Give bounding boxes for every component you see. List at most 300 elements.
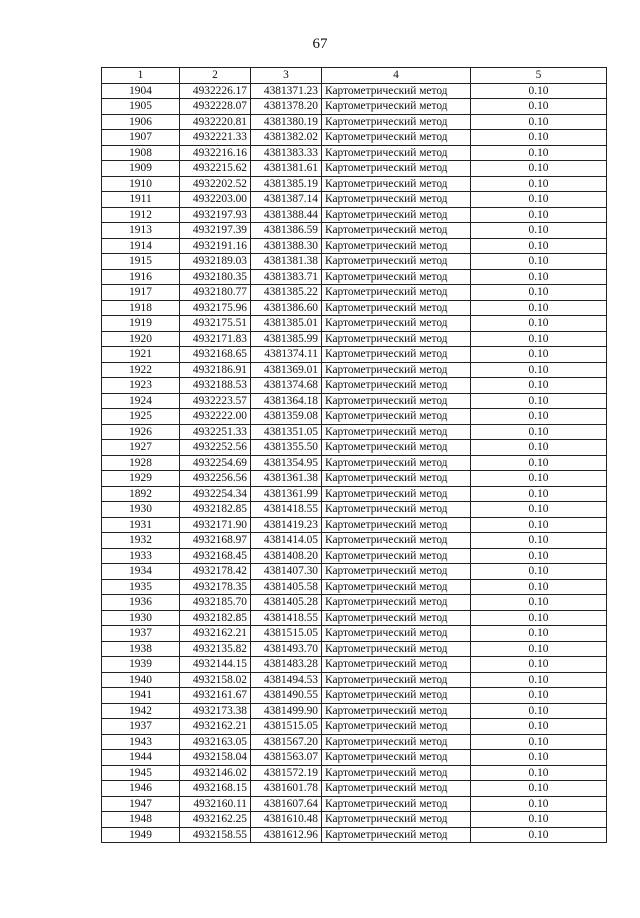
y-coordinate-cell: 4381387.14 <box>251 192 322 208</box>
accuracy-cell: 0.10 <box>471 114 607 130</box>
accuracy-cell: 0.10 <box>471 486 607 502</box>
accuracy-cell: 0.10 <box>471 812 607 828</box>
point-number-cell: 1912 <box>102 207 180 223</box>
table-row <box>102 285 607 301</box>
method-cell: Картометрический метод <box>322 99 471 115</box>
x-coordinate-cell: 4932216.16 <box>180 145 251 161</box>
table-row <box>102 145 607 161</box>
accuracy-cell: 0.10 <box>471 734 607 750</box>
method-cell: Картометрический метод <box>322 719 471 735</box>
x-coordinate-cell: 4932158.55 <box>180 827 251 843</box>
point-number-cell: 1944 <box>102 750 180 766</box>
accuracy-cell: 0.10 <box>471 672 607 688</box>
table-row <box>102 254 607 270</box>
x-coordinate-cell: 4932185.70 <box>180 595 251 611</box>
accuracy-cell: 0.10 <box>471 192 607 208</box>
method-cell: Картометрический метод <box>322 393 471 409</box>
accuracy-cell: 0.10 <box>471 176 607 192</box>
y-coordinate-cell: 4381499.90 <box>251 703 322 719</box>
x-coordinate-cell: 4932168.97 <box>180 533 251 549</box>
x-coordinate-cell: 4932180.35 <box>180 269 251 285</box>
accuracy-cell: 0.10 <box>471 688 607 704</box>
table-row <box>102 393 607 409</box>
point-number-cell: 1934 <box>102 564 180 580</box>
x-coordinate-cell: 4932254.69 <box>180 455 251 471</box>
y-coordinate-cell: 4381383.33 <box>251 145 322 161</box>
accuracy-cell: 0.10 <box>471 145 607 161</box>
point-number-cell: 1931 <box>102 517 180 533</box>
table-row <box>102 409 607 425</box>
y-coordinate-cell: 4381378.20 <box>251 99 322 115</box>
method-cell: Картометрический метод <box>322 331 471 347</box>
method-cell: Картометрический метод <box>322 734 471 750</box>
y-coordinate-cell: 4381381.61 <box>251 161 322 177</box>
y-coordinate-cell: 4381385.22 <box>251 285 322 301</box>
table-row <box>102 440 607 456</box>
table-row <box>102 223 607 239</box>
y-coordinate-cell: 4381572.19 <box>251 765 322 781</box>
x-coordinate-cell: 4932158.02 <box>180 672 251 688</box>
header-row <box>102 68 607 84</box>
table-row <box>102 579 607 595</box>
accuracy-cell: 0.10 <box>471 362 607 378</box>
accuracy-cell: 0.10 <box>471 827 607 843</box>
table-row <box>102 734 607 750</box>
method-cell: Картометрический метод <box>322 130 471 146</box>
point-number-cell: 1938 <box>102 641 180 657</box>
point-number-cell: 1935 <box>102 579 180 595</box>
point-number-cell: 1949 <box>102 827 180 843</box>
y-coordinate-cell: 4381405.58 <box>251 579 322 595</box>
table-row <box>102 812 607 828</box>
method-cell: Картометрический метод <box>322 207 471 223</box>
header-col-3: 3 <box>251 68 322 84</box>
point-number-cell: 1942 <box>102 703 180 719</box>
x-coordinate-cell: 4932197.93 <box>180 207 251 223</box>
table-row <box>102 130 607 146</box>
x-coordinate-cell: 4932222.00 <box>180 409 251 425</box>
table-row <box>102 114 607 130</box>
table-row <box>102 362 607 378</box>
accuracy-cell: 0.10 <box>471 579 607 595</box>
x-coordinate-cell: 4932203.00 <box>180 192 251 208</box>
y-coordinate-cell: 4381385.01 <box>251 316 322 332</box>
point-number-cell: 1937 <box>102 626 180 642</box>
y-coordinate-cell: 4381483.28 <box>251 657 322 673</box>
table-row <box>102 626 607 642</box>
method-cell: Картометрический метод <box>322 517 471 533</box>
method-cell: Картометрический метод <box>322 424 471 440</box>
y-coordinate-cell: 4381355.50 <box>251 440 322 456</box>
method-cell: Картометрический метод <box>322 114 471 130</box>
x-coordinate-cell: 4932171.90 <box>180 517 251 533</box>
table-row <box>102 455 607 471</box>
y-coordinate-cell: 4381607.64 <box>251 796 322 812</box>
y-coordinate-cell: 4381388.44 <box>251 207 322 223</box>
table-row <box>102 564 607 580</box>
point-number-cell: 1924 <box>102 393 180 409</box>
accuracy-cell: 0.10 <box>471 316 607 332</box>
x-coordinate-cell: 4932226.17 <box>180 83 251 99</box>
method-cell: Картометрический метод <box>322 579 471 595</box>
method-cell: Картометрический метод <box>322 765 471 781</box>
table-row <box>102 331 607 347</box>
accuracy-cell: 0.10 <box>471 269 607 285</box>
point-number-cell: 1937 <box>102 719 180 735</box>
table-row <box>102 688 607 704</box>
point-number-cell: 1940 <box>102 672 180 688</box>
point-number-cell: 1947 <box>102 796 180 812</box>
y-coordinate-cell: 4381385.99 <box>251 331 322 347</box>
accuracy-cell: 0.10 <box>471 781 607 797</box>
accuracy-cell: 0.10 <box>471 455 607 471</box>
accuracy-cell: 0.10 <box>471 83 607 99</box>
point-number-cell: 1927 <box>102 440 180 456</box>
method-cell: Картометрический метод <box>322 703 471 719</box>
y-coordinate-cell: 4381515.05 <box>251 626 322 642</box>
table-row <box>102 502 607 518</box>
y-coordinate-cell: 4381610.48 <box>251 812 322 828</box>
accuracy-cell: 0.10 <box>471 161 607 177</box>
point-number-cell: 1909 <box>102 161 180 177</box>
y-coordinate-cell: 4381374.68 <box>251 378 322 394</box>
method-cell: Картометрический метод <box>322 641 471 657</box>
method-cell: Картометрический метод <box>322 176 471 192</box>
accuracy-cell: 0.10 <box>471 440 607 456</box>
accuracy-cell: 0.10 <box>471 703 607 719</box>
accuracy-cell: 0.10 <box>471 130 607 146</box>
y-coordinate-cell: 4381408.20 <box>251 548 322 564</box>
accuracy-cell: 0.10 <box>471 471 607 487</box>
point-number-cell: 1915 <box>102 254 180 270</box>
point-number-cell: 1933 <box>102 548 180 564</box>
table-row <box>102 533 607 549</box>
y-coordinate-cell: 4381515.05 <box>251 719 322 735</box>
table-row <box>102 548 607 564</box>
x-coordinate-cell: 4932182.85 <box>180 610 251 626</box>
header-col-5: 5 <box>471 68 607 84</box>
table-row <box>102 161 607 177</box>
method-cell: Картометрический метод <box>322 83 471 99</box>
point-number-cell: 1925 <box>102 409 180 425</box>
header-col-2: 2 <box>180 68 251 84</box>
accuracy-cell: 0.10 <box>471 610 607 626</box>
table-row <box>102 300 607 316</box>
y-coordinate-cell: 4381386.60 <box>251 300 322 316</box>
method-cell: Картометрический метод <box>322 610 471 626</box>
method-cell: Картометрический метод <box>322 657 471 673</box>
point-number-cell: 1908 <box>102 145 180 161</box>
x-coordinate-cell: 4932175.96 <box>180 300 251 316</box>
y-coordinate-cell: 4381612.96 <box>251 827 322 843</box>
accuracy-cell: 0.10 <box>471 393 607 409</box>
method-cell: Картометрический метод <box>322 796 471 812</box>
y-coordinate-cell: 4381351.05 <box>251 424 322 440</box>
x-coordinate-cell: 4932202.52 <box>180 176 251 192</box>
method-cell: Картометрический метод <box>322 750 471 766</box>
table-row <box>102 517 607 533</box>
point-number-cell: 1904 <box>102 83 180 99</box>
method-cell: Картометрический метод <box>322 595 471 611</box>
x-coordinate-cell: 4932256.56 <box>180 471 251 487</box>
x-coordinate-cell: 4932228.07 <box>180 99 251 115</box>
y-coordinate-cell: 4381414.05 <box>251 533 322 549</box>
y-coordinate-cell: 4381418.55 <box>251 502 322 518</box>
accuracy-cell: 0.10 <box>471 517 607 533</box>
y-coordinate-cell: 4381567.20 <box>251 734 322 750</box>
point-number-cell: 1929 <box>102 471 180 487</box>
accuracy-cell: 0.10 <box>471 796 607 812</box>
accuracy-cell: 0.10 <box>471 99 607 115</box>
x-coordinate-cell: 4932254.34 <box>180 486 251 502</box>
x-coordinate-cell: 4932168.45 <box>180 548 251 564</box>
x-coordinate-cell: 4932178.35 <box>180 579 251 595</box>
accuracy-cell: 0.10 <box>471 424 607 440</box>
point-number-cell: 1941 <box>102 688 180 704</box>
table-row <box>102 750 607 766</box>
table-row <box>102 796 607 812</box>
accuracy-cell: 0.10 <box>471 548 607 564</box>
point-number-cell: 1917 <box>102 285 180 301</box>
table-row <box>102 471 607 487</box>
y-coordinate-cell: 4381388.30 <box>251 238 322 254</box>
y-coordinate-cell: 4381494.53 <box>251 672 322 688</box>
point-number-cell: 1926 <box>102 424 180 440</box>
point-number-cell: 1939 <box>102 657 180 673</box>
x-coordinate-cell: 4932221.33 <box>180 130 251 146</box>
point-number-cell: 1919 <box>102 316 180 332</box>
table-row <box>102 703 607 719</box>
x-coordinate-cell: 4932220.81 <box>180 114 251 130</box>
point-number-cell: 1928 <box>102 455 180 471</box>
table-row <box>102 719 607 735</box>
header-col-1: 1 <box>102 68 180 84</box>
method-cell: Картометрический метод <box>322 471 471 487</box>
method-cell: Картометрический метод <box>322 238 471 254</box>
x-coordinate-cell: 4932146.02 <box>180 765 251 781</box>
x-coordinate-cell: 4932182.85 <box>180 502 251 518</box>
x-coordinate-cell: 4932161.67 <box>180 688 251 704</box>
table-body <box>102 83 607 843</box>
method-cell: Картометрический метод <box>322 145 471 161</box>
x-coordinate-cell: 4932180.77 <box>180 285 251 301</box>
y-coordinate-cell: 4381493.70 <box>251 641 322 657</box>
method-cell: Картометрический метод <box>322 347 471 363</box>
point-number-cell: 1910 <box>102 176 180 192</box>
point-number-cell: 1913 <box>102 223 180 239</box>
table-row <box>102 827 607 843</box>
point-number-cell: 1905 <box>102 99 180 115</box>
x-coordinate-cell: 4932163.05 <box>180 734 251 750</box>
x-coordinate-cell: 4932162.25 <box>180 812 251 828</box>
x-coordinate-cell: 4932189.03 <box>180 254 251 270</box>
accuracy-cell: 0.10 <box>471 378 607 394</box>
method-cell: Картометрический метод <box>322 455 471 471</box>
accuracy-cell: 0.10 <box>471 331 607 347</box>
point-number-cell: 1946 <box>102 781 180 797</box>
table-row <box>102 610 607 626</box>
point-number-cell: 1930 <box>102 610 180 626</box>
accuracy-cell: 0.10 <box>471 564 607 580</box>
y-coordinate-cell: 4381361.99 <box>251 486 322 502</box>
x-coordinate-cell: 4932135.82 <box>180 641 251 657</box>
y-coordinate-cell: 4381418.55 <box>251 610 322 626</box>
accuracy-cell: 0.10 <box>471 765 607 781</box>
y-coordinate-cell: 4381354.95 <box>251 455 322 471</box>
method-cell: Картометрический метод <box>322 409 471 425</box>
point-number-cell: 1921 <box>102 347 180 363</box>
accuracy-cell: 0.10 <box>471 300 607 316</box>
method-cell: Картометрический метод <box>322 440 471 456</box>
accuracy-cell: 0.10 <box>471 502 607 518</box>
table-row <box>102 192 607 208</box>
method-cell: Картометрический метод <box>322 192 471 208</box>
accuracy-cell: 0.10 <box>471 750 607 766</box>
table-row <box>102 781 607 797</box>
method-cell: Картометрический метод <box>322 223 471 239</box>
x-coordinate-cell: 4932168.65 <box>180 347 251 363</box>
y-coordinate-cell: 4381405.28 <box>251 595 322 611</box>
x-coordinate-cell: 4932191.16 <box>180 238 251 254</box>
accuracy-cell: 0.10 <box>471 595 607 611</box>
point-number-cell: 1945 <box>102 765 180 781</box>
point-number-cell: 1892 <box>102 486 180 502</box>
point-number-cell: 1920 <box>102 331 180 347</box>
accuracy-cell: 0.10 <box>471 719 607 735</box>
method-cell: Картометрический метод <box>322 269 471 285</box>
method-cell: Картометрический метод <box>322 285 471 301</box>
method-cell: Картометрический метод <box>322 378 471 394</box>
accuracy-cell: 0.10 <box>471 657 607 673</box>
accuracy-cell: 0.10 <box>471 254 607 270</box>
x-coordinate-cell: 4932197.39 <box>180 223 251 239</box>
y-coordinate-cell: 4381490.55 <box>251 688 322 704</box>
x-coordinate-cell: 4932186.91 <box>180 362 251 378</box>
x-coordinate-cell: 4932223.57 <box>180 393 251 409</box>
table-row <box>102 83 607 99</box>
y-coordinate-cell: 4381369.01 <box>251 362 322 378</box>
point-number-cell: 1914 <box>102 238 180 254</box>
y-coordinate-cell: 4381383.71 <box>251 269 322 285</box>
page-number: 67 <box>312 36 328 52</box>
method-cell: Картометрический метод <box>322 548 471 564</box>
x-coordinate-cell: 4932173.38 <box>180 703 251 719</box>
method-cell: Картометрический метод <box>322 812 471 828</box>
y-coordinate-cell: 4381386.59 <box>251 223 322 239</box>
x-coordinate-cell: 4932158.04 <box>180 750 251 766</box>
table-row <box>102 238 607 254</box>
method-cell: Картометрический метод <box>322 533 471 549</box>
table-row <box>102 657 607 673</box>
y-coordinate-cell: 4381371.23 <box>251 83 322 99</box>
table-row <box>102 207 607 223</box>
y-coordinate-cell: 4381381.38 <box>251 254 322 270</box>
table-row <box>102 176 607 192</box>
method-cell: Картометрический метод <box>322 564 471 580</box>
x-coordinate-cell: 4932160.11 <box>180 796 251 812</box>
y-coordinate-cell: 4381364.18 <box>251 393 322 409</box>
header-col-4: 4 <box>322 68 471 84</box>
x-coordinate-cell: 4932162.21 <box>180 719 251 735</box>
accuracy-cell: 0.10 <box>471 207 607 223</box>
accuracy-cell: 0.10 <box>471 409 607 425</box>
table-row <box>102 595 607 611</box>
method-cell: Картометрический метод <box>322 781 471 797</box>
method-cell: Картометрический метод <box>322 316 471 332</box>
method-cell: Картометрический метод <box>322 254 471 270</box>
x-coordinate-cell: 4932215.62 <box>180 161 251 177</box>
point-number-cell: 1916 <box>102 269 180 285</box>
method-cell: Картометрический метод <box>322 502 471 518</box>
accuracy-cell: 0.10 <box>471 533 607 549</box>
method-cell: Картометрический метод <box>322 161 471 177</box>
table-row <box>102 347 607 363</box>
point-number-cell: 1911 <box>102 192 180 208</box>
y-coordinate-cell: 4381374.11 <box>251 347 322 363</box>
coordinates-table <box>101 67 607 843</box>
y-coordinate-cell: 4381361.38 <box>251 471 322 487</box>
y-coordinate-cell: 4381380.19 <box>251 114 322 130</box>
accuracy-cell: 0.10 <box>471 223 607 239</box>
y-coordinate-cell: 4381359.08 <box>251 409 322 425</box>
point-number-cell: 1922 <box>102 362 180 378</box>
accuracy-cell: 0.10 <box>471 347 607 363</box>
table-row <box>102 269 607 285</box>
table-row <box>102 424 607 440</box>
point-number-cell: 1907 <box>102 130 180 146</box>
x-coordinate-cell: 4932178.42 <box>180 564 251 580</box>
point-number-cell: 1930 <box>102 502 180 518</box>
x-coordinate-cell: 4932171.83 <box>180 331 251 347</box>
method-cell: Картометрический метод <box>322 300 471 316</box>
method-cell: Картометрический метод <box>322 626 471 642</box>
table-row <box>102 316 607 332</box>
table-row <box>102 672 607 688</box>
x-coordinate-cell: 4932168.15 <box>180 781 251 797</box>
x-coordinate-cell: 4932251.33 <box>180 424 251 440</box>
point-number-cell: 1936 <box>102 595 180 611</box>
accuracy-cell: 0.10 <box>471 285 607 301</box>
y-coordinate-cell: 4381382.02 <box>251 130 322 146</box>
table-header <box>102 68 607 84</box>
method-cell: Картометрический метод <box>322 672 471 688</box>
table-row <box>102 486 607 502</box>
y-coordinate-cell: 4381385.19 <box>251 176 322 192</box>
point-number-cell: 1943 <box>102 734 180 750</box>
x-coordinate-cell: 4932188.53 <box>180 378 251 394</box>
table-row <box>102 765 607 781</box>
method-cell: Картометрический метод <box>322 827 471 843</box>
x-coordinate-cell: 4932175.51 <box>180 316 251 332</box>
point-number-cell: 1906 <box>102 114 180 130</box>
point-number-cell: 1948 <box>102 812 180 828</box>
y-coordinate-cell: 4381419.23 <box>251 517 322 533</box>
method-cell: Картометрический метод <box>322 486 471 502</box>
accuracy-cell: 0.10 <box>471 238 607 254</box>
table-row <box>102 641 607 657</box>
y-coordinate-cell: 4381601.78 <box>251 781 322 797</box>
y-coordinate-cell: 4381407.30 <box>251 564 322 580</box>
x-coordinate-cell: 4932162.21 <box>180 626 251 642</box>
accuracy-cell: 0.10 <box>471 626 607 642</box>
x-coordinate-cell: 4932144.15 <box>180 657 251 673</box>
x-coordinate-cell: 4932252.56 <box>180 440 251 456</box>
point-number-cell: 1932 <box>102 533 180 549</box>
point-number-cell: 1918 <box>102 300 180 316</box>
point-number-cell: 1923 <box>102 378 180 394</box>
method-cell: Картометрический метод <box>322 688 471 704</box>
method-cell: Картометрический метод <box>322 362 471 378</box>
